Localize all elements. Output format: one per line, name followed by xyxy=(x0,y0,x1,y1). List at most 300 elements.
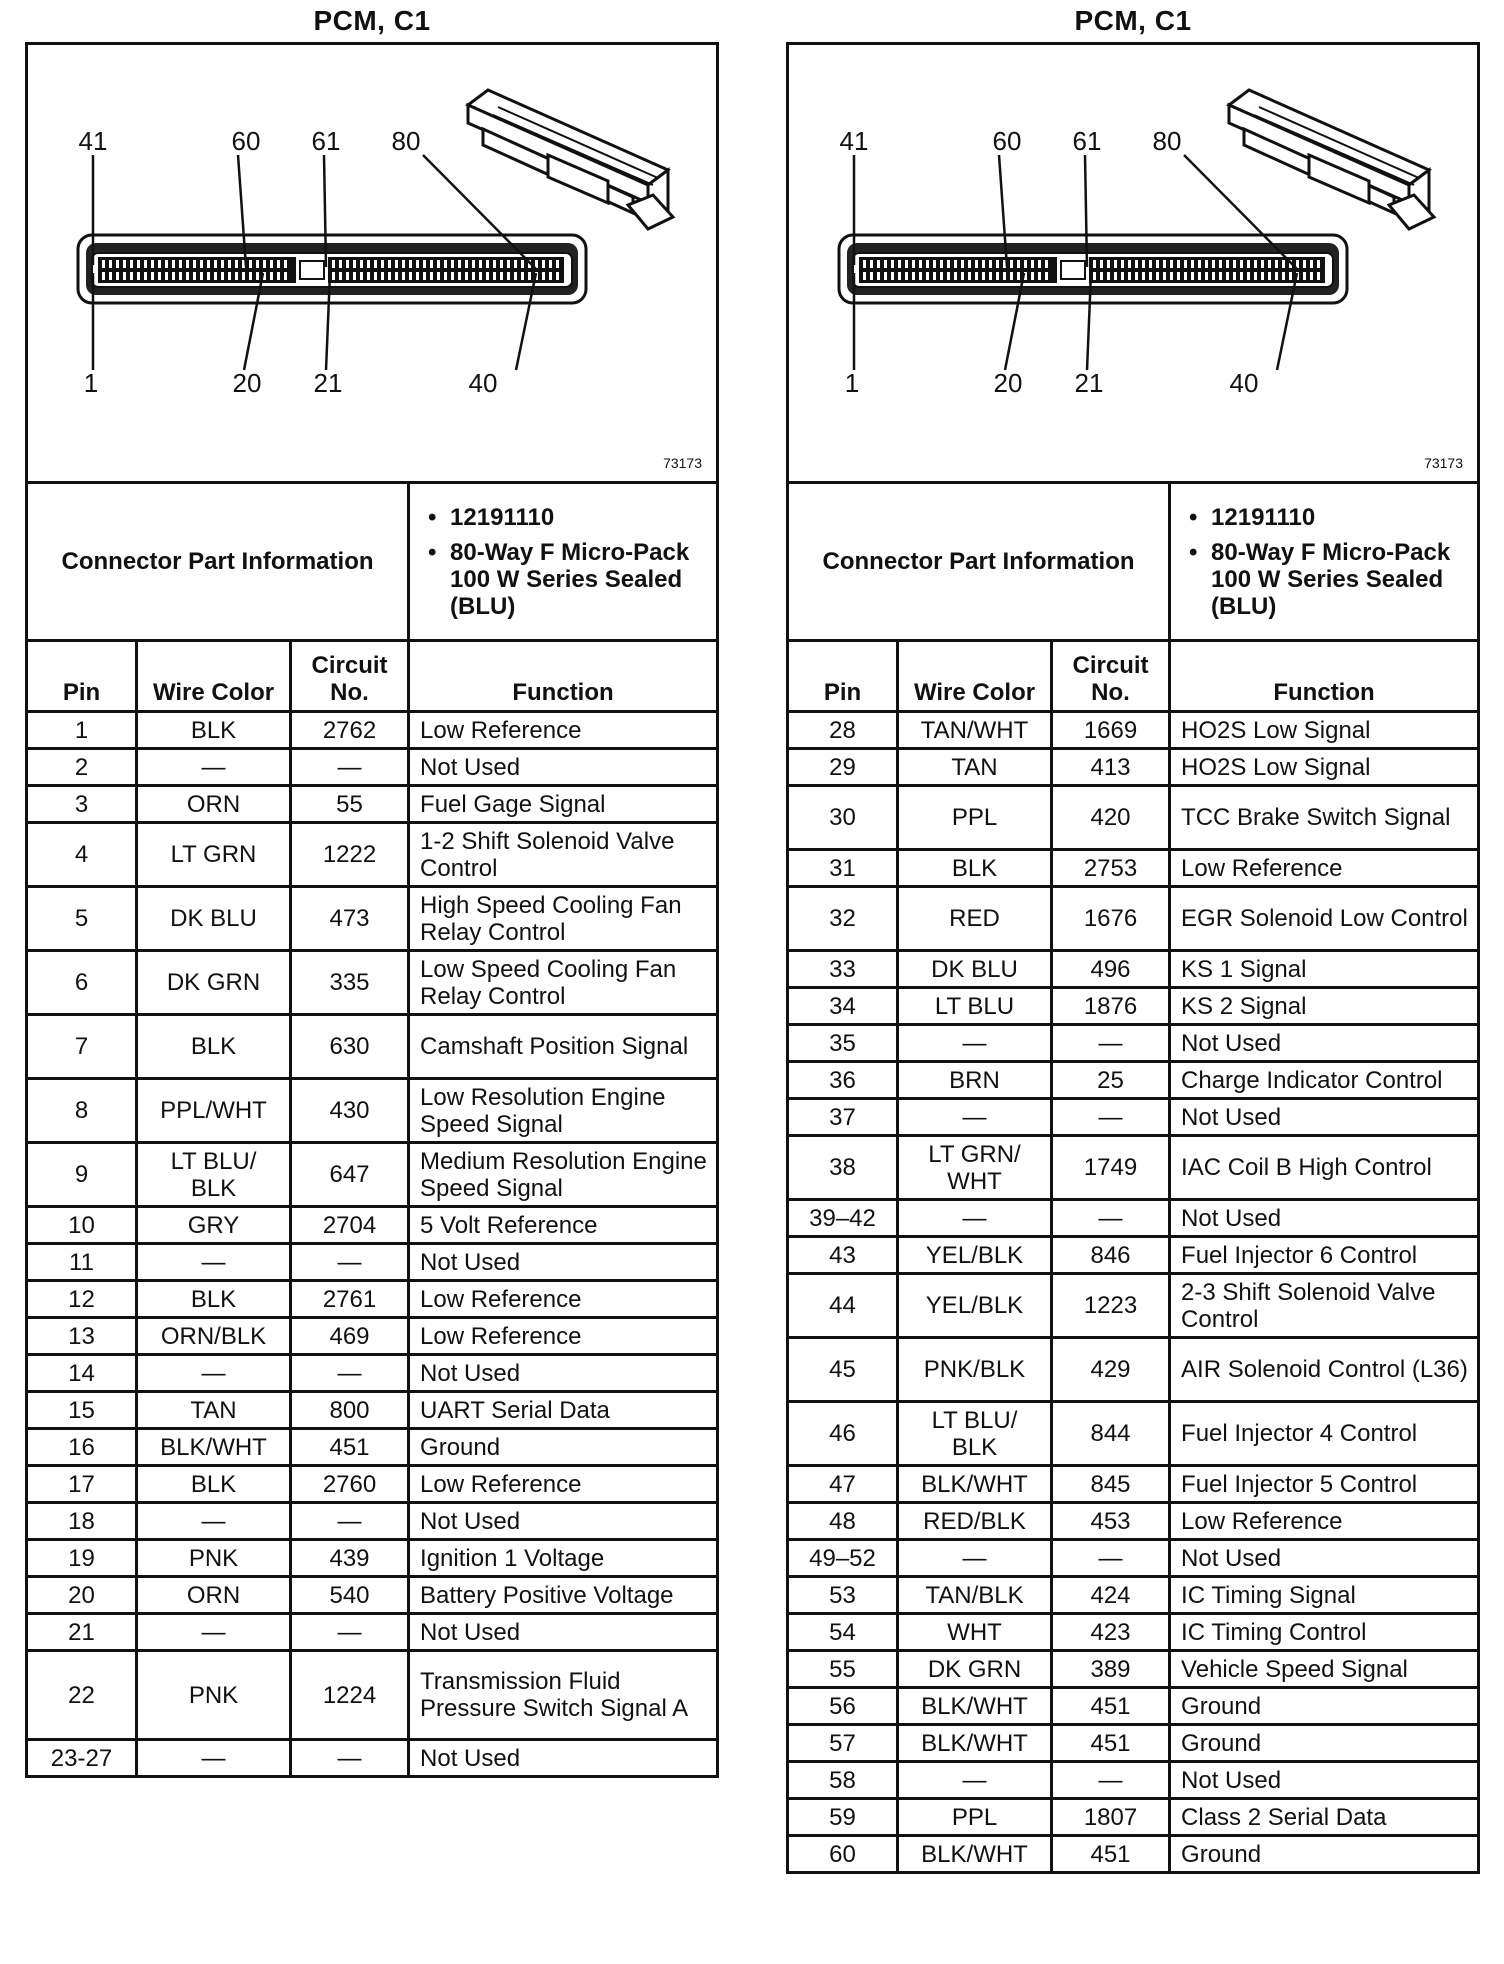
pin-cavity xyxy=(1100,272,1103,280)
pin-cavity xyxy=(1093,260,1096,268)
pin-cavity xyxy=(898,272,901,280)
connector-panel-left xyxy=(25,0,719,1778)
wire-color-cell: TAN xyxy=(898,749,1052,786)
wire-color-cell: PPL xyxy=(898,1799,1052,1836)
pin-cavity xyxy=(933,272,936,280)
pin-cell: 12 xyxy=(27,1281,137,1318)
wire-color-cell: DK GRN xyxy=(898,1651,1052,1688)
pin-cavity xyxy=(989,272,992,280)
function-cell: KS 2 Signal xyxy=(1170,988,1479,1025)
pin-cavity xyxy=(954,272,957,280)
circuit-cell: 1676 xyxy=(1052,887,1170,951)
pin-cell: 30 xyxy=(788,786,898,850)
pin-cavity xyxy=(1289,272,1292,280)
function-cell: Low Reference xyxy=(409,1281,718,1318)
pin-cavity xyxy=(1163,272,1166,280)
table-row xyxy=(788,1338,1479,1402)
pin-cavity xyxy=(221,272,224,280)
wire-color-cell: LT GRN xyxy=(137,823,291,887)
pin-cavity xyxy=(1268,260,1271,268)
connector-info-row xyxy=(27,483,718,641)
pin-cavity xyxy=(996,260,999,268)
circuit-cell: 1669 xyxy=(1052,712,1170,749)
connector-diagram xyxy=(789,45,1477,481)
table-row xyxy=(788,1577,1479,1614)
wire-color-cell: DK BLU xyxy=(898,951,1052,988)
pin-cavity xyxy=(458,272,461,280)
pin-cavity xyxy=(1303,272,1306,280)
pin-cavity xyxy=(514,260,517,268)
wire-color-cell: BLK/WHT xyxy=(898,1688,1052,1725)
pin-cavity xyxy=(346,260,349,268)
pin-cavity xyxy=(891,272,894,280)
pin-cavity xyxy=(479,260,482,268)
pin-cavity xyxy=(975,272,978,280)
callout-pin-60: 60 xyxy=(992,126,1022,156)
wire-color-cell: DK GRN xyxy=(137,951,291,1015)
header-pin: Pin xyxy=(788,641,898,712)
panel-title: PCM, C1 xyxy=(1074,5,1192,36)
pin-cavity xyxy=(1170,272,1173,280)
circuit-cell: 845 xyxy=(1052,1466,1170,1503)
connector-description: • 80-Way F Micro-Pack 100 W Series Sealed (BLU) xyxy=(1211,539,1469,620)
circuit-cell: — xyxy=(1052,1099,1170,1136)
pin-cavity xyxy=(1135,272,1138,280)
pin-cavity xyxy=(444,272,447,280)
pin-cavity xyxy=(975,260,978,268)
pin-cavity xyxy=(284,260,287,268)
pin-cell: 10 xyxy=(27,1207,137,1244)
function-cell: Ground xyxy=(409,1429,718,1466)
pin-cavity xyxy=(465,260,468,268)
pin-cavity xyxy=(1233,272,1236,280)
pin-cavity xyxy=(339,272,342,280)
pin-cavity xyxy=(1128,272,1131,280)
pin-cell: 60 xyxy=(788,1836,898,1873)
pin-cavity xyxy=(256,260,259,268)
pin-cavity xyxy=(332,260,335,268)
pin-cell: 16 xyxy=(27,1429,137,1466)
pin-cavity xyxy=(437,272,440,280)
pin-cavity xyxy=(1156,272,1159,280)
pin-cavity xyxy=(472,260,475,268)
pin-cavity xyxy=(158,260,161,268)
pin-cell: 23-27 xyxy=(27,1740,137,1777)
wire-color-cell: BLK/WHT xyxy=(898,1836,1052,1873)
callout-pin-21: 21 xyxy=(1074,368,1104,398)
pin-cell: 48 xyxy=(788,1503,898,1540)
pin-cavity xyxy=(458,260,461,268)
pin-cavity xyxy=(1010,260,1013,268)
function-cell: Not Used xyxy=(409,749,718,786)
pin-cavity xyxy=(284,272,287,280)
pin-cavity xyxy=(116,272,119,280)
pin-cavity xyxy=(200,272,203,280)
pin-cavity xyxy=(228,272,231,280)
pin-cavity xyxy=(277,272,280,280)
pin-cavity xyxy=(1184,260,1187,268)
wire-color-cell: TAN xyxy=(137,1392,291,1429)
table-row xyxy=(27,1651,718,1740)
pin-cavity xyxy=(954,260,957,268)
pin-cavity xyxy=(1093,272,1096,280)
circuit-cell: 389 xyxy=(1052,1651,1170,1688)
function-cell: Not Used xyxy=(409,1614,718,1651)
pin-cell: 53 xyxy=(788,1577,898,1614)
pin-cell: 44 xyxy=(788,1274,898,1338)
pin-cavity xyxy=(947,272,950,280)
circuit-cell: — xyxy=(1052,1200,1170,1237)
circuit-cell: — xyxy=(1052,1540,1170,1577)
connector-body xyxy=(78,235,586,303)
pin-cavity xyxy=(1219,260,1222,268)
pin-cavity xyxy=(430,272,433,280)
circuit-cell: — xyxy=(1052,1762,1170,1799)
wire-color-cell: LT GRN/ WHT xyxy=(898,1136,1052,1200)
pin-cavity xyxy=(339,260,342,268)
function-cell: 5 Volt Reference xyxy=(409,1207,718,1244)
pin-cavity xyxy=(235,272,238,280)
wire-color-cell: RED/BLK xyxy=(898,1503,1052,1540)
function-cell: Not Used xyxy=(1170,1099,1479,1136)
pin-cavity xyxy=(542,260,545,268)
pin-cavity xyxy=(1163,260,1166,268)
callout-pin-1: 1 xyxy=(83,368,99,398)
pin-cavity xyxy=(137,260,140,268)
circuit-cell: 846 xyxy=(1052,1237,1170,1274)
table-row xyxy=(27,1079,718,1143)
circuit-cell: — xyxy=(291,1244,409,1281)
circuit-cell: 2704 xyxy=(291,1207,409,1244)
table-row xyxy=(788,1540,1479,1577)
pin-cavity xyxy=(556,272,559,280)
wire-color-cell: LT BLU/ BLK xyxy=(898,1402,1052,1466)
function-cell: Not Used xyxy=(1170,1025,1479,1062)
pin-cavity xyxy=(1226,260,1229,268)
pin-cavity xyxy=(472,272,475,280)
pin-cell: 29 xyxy=(788,749,898,786)
pin-cavity xyxy=(144,272,147,280)
pin-cell: 11 xyxy=(27,1244,137,1281)
pin-cavity xyxy=(235,260,238,268)
pin-cavity xyxy=(186,272,189,280)
pin-cavity xyxy=(1045,272,1048,280)
pin-cavity xyxy=(1107,272,1110,280)
pin-cavity xyxy=(1031,272,1034,280)
pin-cavity xyxy=(416,260,419,268)
pin-cavity xyxy=(1198,260,1201,268)
connector-body xyxy=(839,235,1347,303)
pin-cavity xyxy=(870,272,873,280)
pin-cavity xyxy=(158,272,161,280)
pin-cavity xyxy=(905,260,908,268)
pin-cell: 35 xyxy=(788,1025,898,1062)
function-cell: Low Reference xyxy=(1170,850,1479,887)
table-row xyxy=(27,1143,718,1207)
table-row xyxy=(788,1099,1479,1136)
pin-cavity xyxy=(388,272,391,280)
pin-cell: 43 xyxy=(788,1237,898,1274)
circuit-cell: 451 xyxy=(1052,1836,1170,1873)
function-cell: Fuel Injector 6 Control xyxy=(1170,1237,1479,1274)
pin-cavity xyxy=(1010,272,1013,280)
header-function: Function xyxy=(409,641,718,712)
pin-cavity xyxy=(1219,272,1222,280)
table-row xyxy=(27,1355,718,1392)
pin-cell: 8 xyxy=(27,1079,137,1143)
pin-cavity xyxy=(514,272,517,280)
wire-color-cell: LT BLU/ BLK xyxy=(137,1143,291,1207)
pin-cavity xyxy=(228,260,231,268)
pin-cavity xyxy=(165,260,168,268)
pin-cavity xyxy=(891,260,894,268)
pin-cavity xyxy=(1024,260,1027,268)
pin-cavity xyxy=(528,272,531,280)
pin-cavity xyxy=(1212,272,1215,280)
table-row xyxy=(27,951,718,1015)
pin-cavity xyxy=(144,260,147,268)
connector-panel-right xyxy=(786,0,1480,1874)
table-row xyxy=(27,1015,718,1079)
wire-color-cell: — xyxy=(137,1740,291,1777)
pin-cavity xyxy=(409,260,412,268)
pin-cavity xyxy=(1310,272,1313,280)
table-row xyxy=(788,786,1479,850)
connector-info-label: Connector Part Information xyxy=(27,483,409,641)
connector-info-cell xyxy=(1170,483,1479,641)
wire-color-cell: BLK xyxy=(137,1466,291,1503)
pin-cavity xyxy=(1031,260,1034,268)
callout-pin-21: 21 xyxy=(313,368,343,398)
function-cell: Not Used xyxy=(1170,1762,1479,1799)
wire-color-cell: PNK xyxy=(137,1540,291,1577)
pin-cell: 49–52 xyxy=(788,1540,898,1577)
pin-cell: 55 xyxy=(788,1651,898,1688)
table-row xyxy=(788,1725,1479,1762)
function-cell: Ground xyxy=(1170,1836,1479,1873)
table-row xyxy=(788,1836,1479,1873)
pin-cavity xyxy=(1303,260,1306,268)
pin-cavity xyxy=(1205,260,1208,268)
pin-cell: 46 xyxy=(788,1402,898,1466)
pin-cavity xyxy=(353,272,356,280)
pin-cavity xyxy=(130,260,133,268)
function-cell: HO2S Low Signal xyxy=(1170,712,1479,749)
pin-cavity xyxy=(926,272,929,280)
connector-info-row xyxy=(788,483,1479,641)
pin-cell: 31 xyxy=(788,850,898,887)
pin-cavity xyxy=(116,260,119,268)
table-row xyxy=(27,1577,718,1614)
pin-cell: 19 xyxy=(27,1540,137,1577)
table-row xyxy=(27,1614,718,1651)
wire-color-cell: — xyxy=(898,1099,1052,1136)
pin-cavity xyxy=(542,272,545,280)
pin-cavity xyxy=(221,260,224,268)
pin-cavity xyxy=(360,272,363,280)
pin-cavity xyxy=(1261,260,1264,268)
table-row xyxy=(27,1503,718,1540)
function-cell: TCC Brake Switch Signal xyxy=(1170,786,1479,850)
pin-cavity xyxy=(242,272,245,280)
wire-color-cell: YEL/BLK xyxy=(898,1274,1052,1338)
pin-cavity xyxy=(256,272,259,280)
pin-cavity xyxy=(409,272,412,280)
pin-cavity xyxy=(200,260,203,268)
pin-cavity xyxy=(898,260,901,268)
function-cell: Low Resolution Engine Speed Signal xyxy=(409,1079,718,1143)
header-pin: Pin xyxy=(27,641,137,712)
pin-cavity xyxy=(1017,260,1020,268)
table-row xyxy=(27,1207,718,1244)
pin-cavity xyxy=(332,272,335,280)
callout-pin-41: 41 xyxy=(78,126,108,156)
pin-cavity xyxy=(151,260,154,268)
pin-cell: 7 xyxy=(27,1015,137,1079)
table-row xyxy=(788,1062,1479,1099)
circuit-cell: — xyxy=(291,749,409,786)
pin-cavity xyxy=(402,272,405,280)
table-row xyxy=(27,1740,718,1777)
wire-color-cell: BLK/WHT xyxy=(898,1466,1052,1503)
pin-cell: 36 xyxy=(788,1062,898,1099)
pin-cavity xyxy=(270,272,273,280)
pin-cavity xyxy=(395,272,398,280)
pinout-table xyxy=(786,481,1480,1874)
table-row xyxy=(788,1200,1479,1237)
callout-pin-40: 40 xyxy=(468,368,498,398)
pin-cell: 47 xyxy=(788,1466,898,1503)
circuit-cell: 1807 xyxy=(1052,1799,1170,1836)
pin-cavity xyxy=(877,260,880,268)
wire-color-cell: — xyxy=(137,749,291,786)
pin-cell: 9 xyxy=(27,1143,137,1207)
function-cell: Low Speed Cooling Fan Relay Control xyxy=(409,951,718,1015)
pin-cavity xyxy=(549,260,552,268)
circuit-cell: — xyxy=(291,1740,409,1777)
pin-cavity xyxy=(1282,272,1285,280)
pin-cavity xyxy=(521,272,524,280)
circuit-cell: — xyxy=(291,1503,409,1540)
circuit-cell: 844 xyxy=(1052,1402,1170,1466)
pin-cell: 39–42 xyxy=(788,1200,898,1237)
pin-cavity xyxy=(1156,260,1159,268)
circuit-cell: 2753 xyxy=(1052,850,1170,887)
circuit-cell: 1876 xyxy=(1052,988,1170,1025)
pin-cavity xyxy=(1317,260,1320,268)
pin-cavity xyxy=(1268,272,1271,280)
pin-cavity xyxy=(1149,272,1152,280)
wire-color-cell: BLK/WHT xyxy=(898,1725,1052,1762)
table-row xyxy=(788,1688,1479,1725)
table-row xyxy=(788,1651,1479,1688)
function-cell: Charge Indicator Control xyxy=(1170,1062,1479,1099)
connector-info-cell xyxy=(409,483,718,641)
pin-cavity xyxy=(493,260,496,268)
circuit-cell: 335 xyxy=(291,951,409,1015)
pin-cavity xyxy=(1100,260,1103,268)
function-cell: AIR Solenoid Control (L36) xyxy=(1170,1338,1479,1402)
pin-cavity xyxy=(940,260,943,268)
pin-cavity xyxy=(479,272,482,280)
wire-color-cell: TAN/BLK xyxy=(898,1577,1052,1614)
wire-color-cell: BLK/WHT xyxy=(137,1429,291,1466)
wire-color-cell: — xyxy=(898,1200,1052,1237)
pin-cavity xyxy=(374,272,377,280)
circuit-cell: 800 xyxy=(291,1392,409,1429)
pin-cell: 1 xyxy=(27,712,137,749)
table-row xyxy=(27,1540,718,1577)
wire-color-cell: PNK/BLK xyxy=(898,1338,1052,1402)
pin-cavity xyxy=(1310,260,1313,268)
table-row xyxy=(27,1244,718,1281)
table-row xyxy=(27,712,718,749)
pin-cavity xyxy=(1184,272,1187,280)
circuit-cell: 630 xyxy=(291,1015,409,1079)
pin-cavity xyxy=(277,260,280,268)
circuit-cell: 424 xyxy=(1052,1577,1170,1614)
function-cell: HO2S Low Signal xyxy=(1170,749,1479,786)
function-cell: Camshaft Position Signal xyxy=(409,1015,718,1079)
pin-cavity xyxy=(179,260,182,268)
pin-cell: 54 xyxy=(788,1614,898,1651)
table-row xyxy=(27,1392,718,1429)
pin-cavity xyxy=(437,260,440,268)
diagram-box xyxy=(25,42,719,481)
function-cell: Not Used xyxy=(1170,1540,1479,1577)
header-wire-color: Wire Color xyxy=(137,641,291,712)
wire-color-cell: PPL/WHT xyxy=(137,1079,291,1143)
pin-cell: 34 xyxy=(788,988,898,1025)
pin-cavity xyxy=(374,260,377,268)
circuit-cell: 55 xyxy=(291,786,409,823)
pin-cavity xyxy=(423,272,426,280)
circuit-cell: 1749 xyxy=(1052,1136,1170,1200)
pin-cell: 33 xyxy=(788,951,898,988)
pin-cell: 17 xyxy=(27,1466,137,1503)
pin-cell: 4 xyxy=(27,823,137,887)
function-cell: Ground xyxy=(1170,1688,1479,1725)
callout-pin-1: 1 xyxy=(844,368,860,398)
pin-cell: 18 xyxy=(27,1503,137,1540)
wire-color-cell: GRY xyxy=(137,1207,291,1244)
pin-cavity xyxy=(249,260,252,268)
connector-part-number: • 12191110 xyxy=(450,504,708,531)
pin-cavity xyxy=(1107,260,1110,268)
pin-cavity xyxy=(926,260,929,268)
circuit-cell: 1223 xyxy=(1052,1274,1170,1338)
pin-cavity xyxy=(1135,260,1138,268)
table-row xyxy=(27,786,718,823)
pin-cavity xyxy=(870,260,873,268)
wire-color-cell: WHT xyxy=(898,1614,1052,1651)
header-wire-color: Wire Color xyxy=(898,641,1052,712)
circuit-cell: 473 xyxy=(291,887,409,951)
header-circuit-no: Circuit No. xyxy=(291,641,409,712)
function-cell: Low Reference xyxy=(409,1318,718,1355)
pin-cavity xyxy=(1128,260,1131,268)
circuit-cell: 540 xyxy=(291,1577,409,1614)
callout-pin-41: 41 xyxy=(839,126,869,156)
plug-illustration xyxy=(1229,90,1434,229)
table-row xyxy=(788,1402,1479,1466)
pin-cavity xyxy=(214,272,217,280)
pin-cavity xyxy=(172,272,175,280)
pin-cavity xyxy=(1038,260,1041,268)
pin-cell: 20 xyxy=(27,1577,137,1614)
wire-color-cell: — xyxy=(137,1503,291,1540)
table-row xyxy=(788,1762,1479,1799)
